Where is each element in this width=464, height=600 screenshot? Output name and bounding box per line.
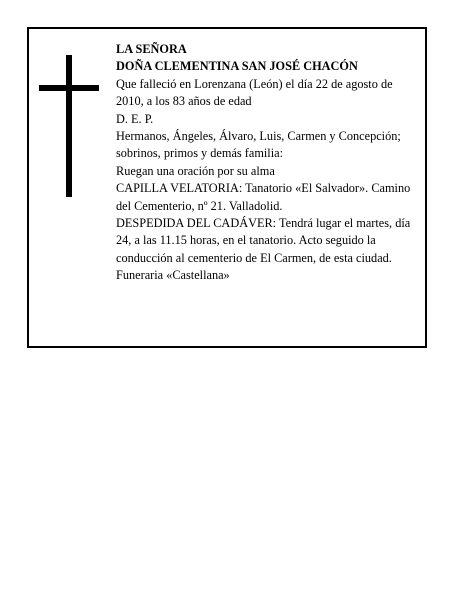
chapel-text: Tanatorio «El Salvador». Camino del Cementerio, nº 21. Valladolid.	[116, 181, 411, 213]
funeral-home: Funeraria «Castellana»	[116, 268, 230, 283]
obituary-notice	[27, 27, 427, 348]
farewell-label: DESPEDIDA DEL CADÁVER:	[116, 216, 277, 231]
heading-title: LA SEÑORA	[116, 42, 187, 56]
notice-text	[116, 41, 422, 285]
family-list: Hermanos, Ángeles, Álvaro, Luis, Carmen y Concepción; sobrinos, primos y demás familia:	[116, 129, 401, 161]
deceased-name: DOÑA CLEMENTINA SAN JOSÉ CHACÓN	[116, 59, 358, 74]
farewell-info	[116, 215, 422, 267]
cross-vertical-bar	[66, 55, 72, 197]
prayer-request: Ruegan una oración por su alma	[116, 163, 275, 178]
death-info: Que falleció en Lorenzana (León) el día 22 de agosto de 2010, a los 83 años de edad	[116, 76, 393, 109]
chapel-info	[116, 180, 422, 215]
farewell-text: Tendrá lugar el martes, día 24, a las 11.15 horas, en el tanatorio. Acto seguido la conducción al cementerio de El Carmen, de esta ciudad.	[116, 216, 411, 265]
chapel-label: CAPILLA VELATORIA:	[116, 181, 243, 196]
dep-text: D. E. P.	[116, 111, 154, 126]
cross-horizontal-bar	[39, 85, 99, 91]
